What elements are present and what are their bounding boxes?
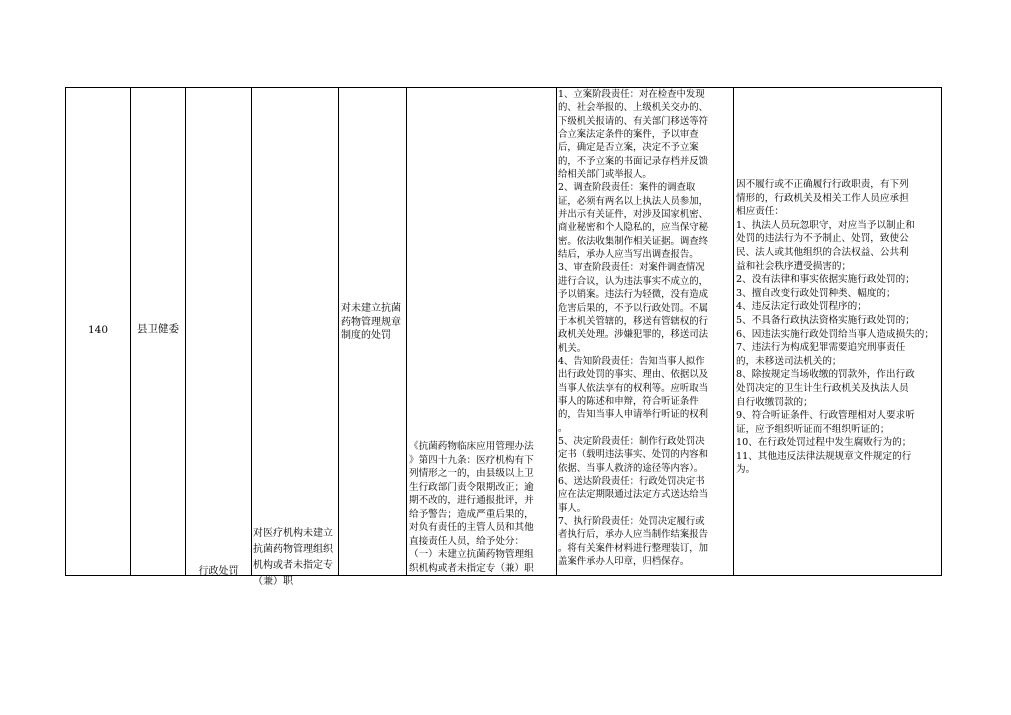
col-border-7 (556, 87, 557, 576)
responsibility-line: 密。依法收集制作相关证据。调查终 (558, 235, 709, 247)
liability-line: 为。 (736, 464, 756, 476)
responsibility-line: 政机关处理。涉嫌犯罪的，移送司法 (558, 329, 709, 341)
liability-line: 8、除按规定当场收缴的罚款外，作出行政 (736, 369, 915, 381)
liability-line: 证，应予组织听证而不组织听证的； (736, 423, 890, 435)
responsibility-line: 5、决定阶段责任：制作行政处罚决 (558, 435, 705, 447)
responsibility-line: 依据、当事人救济的途径等内容）。 (558, 462, 704, 474)
responsibility-line: 4、告知阶段责任：告知当事人拟作 (558, 355, 705, 367)
responsibility-line: 合立案法定条件的案件，予以审查 (558, 129, 699, 141)
basis-line: （一）未建立抗菌药物管理组 (409, 549, 534, 560)
liability-line: 益和社会秩序遭受损害的； (736, 260, 852, 272)
responsibility-line: 的，告知当事人申请举行听证的权利 (558, 409, 709, 421)
table-top-border (65, 87, 942, 88)
sub-item-text: 对未建立抗菌药物管理规章制度的处罚 (341, 303, 401, 341)
liability-line: 因不履行或不正确履行行政职责，有下列 (736, 179, 909, 190)
responsibility-line: 危害后果的，不予以行政处罚。不属 (558, 302, 709, 314)
liability-line: 5、不具备行政执法资格实施行政处罚的； (736, 314, 915, 326)
liability-line: 处罚决定的卫生计生行政机关及执法人员 (736, 382, 909, 394)
liability-line: 民、法人或其他组织的合法权益、公共利 (736, 246, 909, 258)
liability-line: 7、违法行为构成犯罪需要追究刑事责任 (736, 342, 906, 354)
basis-line: 期不改的，进行通报批评，并 (409, 495, 534, 506)
responsibility-line: 7、执行阶段责任：处罚决定履行或 (558, 516, 705, 527)
liability-line: 6、因违法实施行政处罚给当事人造成损失的； (736, 328, 934, 340)
basis-cell (409, 440, 556, 575)
responsibility-line: 。 (558, 422, 568, 434)
responsibility-line: 予以销案。违法行为轻微，没有造成 (558, 289, 709, 301)
liability-line: 3、擅自改变行政处罚种类、幅度的； (736, 287, 896, 299)
col-border-5 (338, 87, 339, 576)
responsibility-line: 证，必须有两名以上执法人员参加， (558, 195, 709, 207)
department-cell (131, 323, 185, 339)
responsibility-line: 2、调查阶段责任：案件的调查取 (558, 182, 696, 194)
responsibility-line: 机关。 (558, 342, 587, 354)
liability-line: 4、违反法定行政处罚程序的； (736, 301, 867, 313)
row-number (66, 324, 130, 340)
col-border-8 (733, 87, 734, 576)
department-text: 县卫健委 (137, 323, 179, 335)
basis-line: 》第四十九条：医疗机构有下 (409, 454, 534, 466)
item-name-text: 对医疗机构未建立抗菌药物管理组织机构或者未指定专（兼）职 (253, 528, 333, 587)
responsibility-line: 1、立案阶段责任：对在检查中发现 (558, 89, 705, 100)
sub-item-bottom-border (340, 575, 406, 576)
responsibility-lines (558, 88, 733, 568)
liability-line: 自行收缴罚款的； (736, 396, 813, 408)
basis-line: 生行政部门责令限期改正；逾 (409, 481, 534, 493)
col-border-4 (251, 87, 252, 576)
liability-line: 2、没有法律和事实依据实施行政处罚的； (736, 274, 915, 286)
liability-line: 11、其他违反法律法规规章文件规定的行 (736, 450, 912, 462)
responsibility-line: 进行合议，认为违法事实不成立的， (558, 275, 709, 287)
liability-line: 1、执法人员玩忽职守，对应当予以制止和 (736, 219, 915, 231)
responsibility-line: 出行政处罚的事实、理由、依据以及 (558, 369, 709, 381)
liability-line: 情形的，行政机关及相关工作人员应承担 (736, 192, 909, 204)
row-number-text: 140 (87, 324, 109, 336)
responsibility-line: 结后，承办人应当写出调查报告。 (558, 249, 699, 261)
col-border-6 (406, 87, 407, 576)
basis-line: 直接责任人员，给予处分： (409, 535, 525, 547)
basis-line: 给予警告；造成严重后果的， (409, 508, 534, 520)
col-border-3 (185, 87, 186, 576)
responsibility-line: 当事人依法享有的权利等。应听取当 (558, 382, 709, 394)
responsibility-line: 后，确定是否立案，决定不予立案 (558, 142, 699, 154)
category-text: 行政处罚 (198, 566, 239, 577)
liability-line: 10、在行政处罚过程中发生腐败行为的； (736, 437, 912, 449)
liability-line: 处罚的违法行为不予制止、处罚，致使公 (736, 233, 909, 245)
responsibility-line: 商业秘密和个人隐私的，应当保守秘 (558, 222, 709, 234)
liability-lines (736, 178, 941, 477)
responsibility-line: 并出示有关证件，对涉及国家机密、 (558, 209, 709, 221)
responsibility-line: 的、社会举报的、上级机关交办的、 (558, 102, 709, 114)
liability-line: 相应责任： (736, 206, 784, 218)
sub-item-cell (341, 302, 405, 362)
basis-lines (409, 440, 556, 575)
responsibility-line: 事人。 (558, 502, 587, 514)
liability-cell (736, 178, 941, 498)
responsibility-line: 的，不予立案的书面记录存档并反馈 (558, 155, 709, 167)
responsibility-line: 3、审查阶段责任：对案件调查情况 (558, 262, 705, 274)
category-cell (186, 564, 251, 575)
basis-line: 织机构或者未指定专（兼）职 (409, 562, 534, 574)
responsibility-line: 。将有关案件材料进行整理装订，加 (558, 542, 709, 554)
responsibility-line: 应在法定期限通过法定方式送达给当 (558, 489, 709, 501)
responsibility-cell (558, 88, 733, 575)
responsibility-line: 给相关部门或举报人。 (558, 169, 652, 181)
responsibility-line: 于本机关管辖的，移送有管辖权的行 (558, 315, 709, 327)
responsibility-line: 定书（载明违法事实、处罚的内容和 (558, 449, 709, 461)
basis-line: 《抗菌药物临床应用管理办法 (409, 441, 534, 452)
basis-line: 对负有责任的主管人员和其他 (409, 522, 534, 533)
basis-line: 列情形之一的，由县级以上卫 (409, 468, 534, 479)
responsibility-line: 事人的陈述和申辩，符合听证条件 (558, 395, 699, 407)
responsibility-line: 者执行后，承办人应当制作结案报告 (558, 529, 709, 541)
liability-line: 的，未移送司法机关的； (736, 355, 842, 367)
responsibility-line: 盖案件承办人印章，归档保存。 (558, 556, 690, 568)
col-border-9 (941, 87, 942, 576)
responsibility-line: 下级机关报请的、有关部门移送等符 (558, 115, 709, 127)
item-name-cell (253, 526, 337, 587)
liability-line: 9、符合听证条件、行政管理相对人要求听 (736, 410, 915, 422)
responsibility-line: 6、送达阶段责任：行政处罚决定书 (558, 475, 705, 487)
